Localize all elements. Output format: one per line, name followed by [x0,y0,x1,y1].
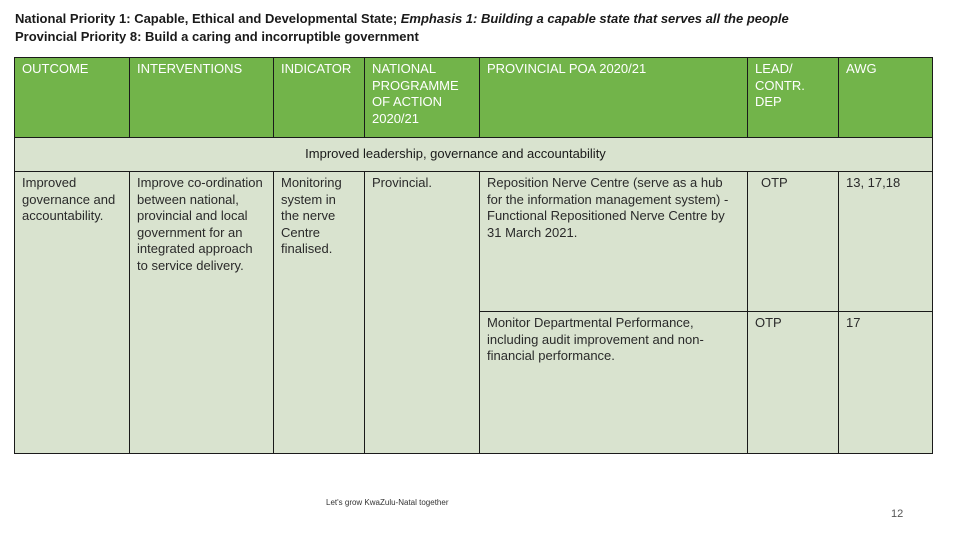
outcome-cell: Improved governance and accountability. [15,172,130,454]
column-header-awg: AWG [839,58,933,138]
page-number: 12 [891,508,904,520]
interventions-cell: Improve co-ordination between national, provincial and local government for an integrated approach to service delivery. [130,172,274,454]
column-header-national-poa: NATIONAL PROGRAMME OF ACTION 2020/21 [365,58,480,138]
table-row [15,172,933,312]
indicator-cell: Monitoring system in the nerve Centre finalised. [274,172,365,454]
column-header-provincial-poa: PROVINCIAL POA 2020/21 [480,58,748,138]
column-header-indicator: INDICATOR [274,58,365,138]
provincial-poa-cell: Monitor Departmental Performance, including audit improvement and non-financial performance. [480,312,748,454]
priority-table [14,57,933,454]
page-header [15,10,789,46]
column-header-outcome: OUTCOME [15,58,130,138]
national-priority-line [15,10,789,28]
lead-dep-cell: OTP [748,312,839,454]
footer-tagline: Let's grow KwaZulu-Natal together [326,498,449,507]
provincial-priority-line: Provincial Priority 8: Build a caring and incorruptible government [15,29,419,44]
column-header-lead-dep: LEAD/ CONTR. DEP [748,58,839,138]
awg-cell: 17 [839,312,933,454]
lead-dep-cell: OTP [748,172,839,312]
provincial-poa-cell: Reposition Nerve Centre (serve as a hub for the information management system) - Functional Repositioned Nerve Centre by 31 March 2021. [480,172,748,312]
awg-cell: 13, 17,18 [839,172,933,312]
national-poa-cell: Provincial. [365,172,480,454]
national-priority-text: National Priority 1: Capable, Ethical and Developmental State; [15,11,401,26]
table-header-row [15,58,933,138]
section-title-cell [15,138,933,172]
section-title: Improved leadership, governance and accountability [305,146,606,162]
section-band-row [15,138,933,172]
column-header-interventions: INTERVENTIONS [130,58,274,138]
emphasis-text: Emphasis 1: Building a capable state that serves all the people [400,11,789,26]
